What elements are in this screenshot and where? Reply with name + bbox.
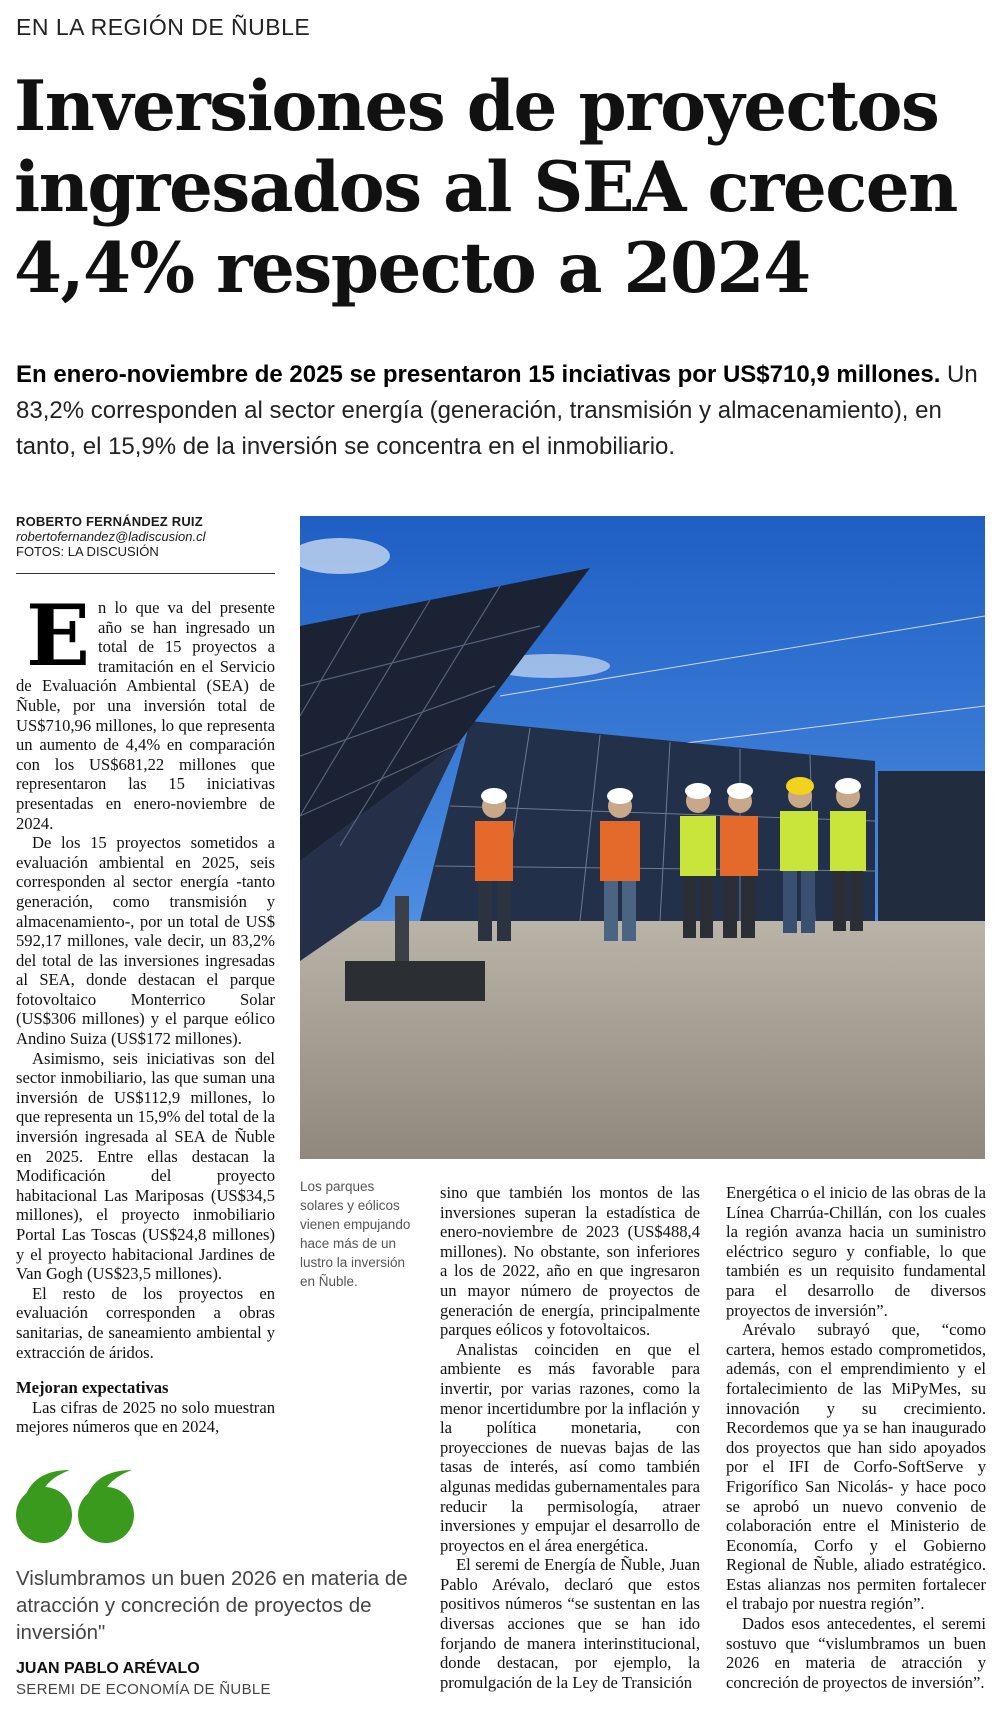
paragraph-7: Analistas coinciden en que el ambiente es más favorable para invertir, por varias razones, como la menor incertidumbre por la inflación y la política monetaria, con proyecciones de nuevas bajas de las tasas de interés, así como también algunas medidas gubernamentales para reducir la permisología, atraer inversiones y empujar el desarrollo de proyectos en el área energética. — [440, 1339, 700, 1555]
dek — [16, 357, 984, 465]
dek-regular: Un 83,2% corresponden al sector energía (generación, transmisión y almacenamiento), en tanto, el 15,9% de la inversión se concentra en el inmobiliario. — [16, 361, 978, 460]
paragraph-4: El resto de los proyectos en evaluación corresponden a obras sanitarias, de saneamiento ambiental y extracción de áridos. — [16, 1283, 275, 1362]
headline-line-2: ingresados al SEA crecen — [14, 147, 957, 228]
paragraph-6: sino que también los montos de las inversiones superan la estadística de enero-noviembre de 2023 (US$488,4 millones). No obstante, son inferiores a los de 2022, año en que ingresaron un mayor número de proyectos de generación de energía, principalmente parques eólicos y fotovoltaicos. — [440, 1183, 700, 1340]
body-column-1 — [16, 586, 275, 1437]
dek-bold: En enero-noviembre de 2025 se presentaron 15 inciativas por US$710,9 millones. — [16, 361, 941, 388]
pull-quote: Vislumbramos un buen 2026 en materia de atracción y concreción de proyectos de inversión" — [16, 1567, 408, 1644]
section-kicker: EN LA REGIÓN DE ÑUBLE — [16, 14, 311, 40]
quote-marks-icon — [14, 1466, 139, 1551]
pull-quote-name: JUAN PABLO ARÉVALO — [16, 1660, 200, 1677]
solar-workers-illustration — [300, 516, 985, 1159]
solar-farm-photo — [300, 516, 985, 1159]
byline-divider — [16, 573, 275, 574]
author-email[interactable]: robertofernandez@ladiscusion.cl — [16, 529, 206, 544]
paragraph-1: n lo que va del presente año se han ingresado un total de 15 proyectos a tramitación en el Servicio de Evaluación Ambiental (SEA) de Ñuble, por una inversión total de US$710,96 millones, lo que representa un aumento de 4,4% en comparación con los US$681,22 millones que representaron las 15 iniciativas presentadas en enero-noviembre de 2024. — [16, 598, 275, 833]
paragraph-8: El seremi de Energía de Ñuble, Juan Pablo Arévalo, declaró que estos positivos números “se sustentan en las diversas acciones que se han ido forjando de manera interinstitucional, donde destacan, por ejemplo, la promulgación de la Ley de Transición — [440, 1555, 700, 1692]
headline-line-1: Inversiones de proyectos — [14, 66, 939, 147]
byline — [16, 514, 276, 559]
paragraph-2: De los 15 proyectos sometidos a evaluación ambiental en 2025, seis corresponden al sector energía -tanto generación, como transmisión y almacenamiento-, por un total de US$ 592,17 millones, vale decir, un 83,2% del total de las inversiones ingresadas al SEA, donde destacan el parque fotovoltaico Monterrico Solar (US$306 millones) y el parque eólico Andino Suiza (US$172 millones). — [16, 833, 275, 1049]
paragraph-10: Arévalo subrayó que, “como cartera, hemos estado comprometidos, además, con el emprendimiento y el fortalecimiento de las MiPyMes, su innovación y su crecimiento. Recordemos que ya se han inaugurado dos proyectos que han sido apoyados por el IFI de Corfo-SoftServe y Frigorífico San Nicolás- y hace poco se aprobó un nuevo convenio de colaboración entre el Ministerio de Economía, Corfo y el Gobierno Regional de Ñuble, aliado estratégico. Estas alianzas nos permiten fortalecer el trabajo por nuestra región”. — [726, 1320, 986, 1614]
body-column-3 — [726, 1183, 986, 1692]
body-column-2 — [440, 1183, 700, 1692]
headline-line-3: 4,4% respecto a 2024 — [14, 228, 810, 309]
paragraph-5: Las cifras de 2025 no solo muestran mejores números que en 2024, — [16, 1397, 275, 1437]
paragraph-11: Dados esos antecedentes, el seremi sostuvo que “vislumbramos un buen 2026 en materia de atracción y concreción de proyectos de inversión”. — [726, 1614, 986, 1692]
subhead: Mejoran expectativas — [16, 1378, 169, 1398]
drop-cap: E — [26, 586, 91, 685]
photo-caption: Los parques solares y eólicos vienen empujando hace más de un lustro la inversión en Ñuble. — [300, 1179, 411, 1289]
author-name: ROBERTO FERNÁNDEZ RUIZ — [16, 514, 203, 529]
paragraph-9: Energética o el inicio de las obras de la Línea Charrúa-Chillán, con los cuales la región avanza hacia un suministro eléctrico seguro y confiable, lo que también es un requisito fundamental para el desarrollo de diversos proyectos de inversión”. — [726, 1183, 986, 1320]
paragraph-3: Asimismo, seis iniciativas son del sector inmobiliario, las que suman una inversión de US$112,9 millones, lo que representa un 15,9% del total de la inversión ingresada al SEA de Ñuble en 2025. Entre ellas destacan la Modificación del proyecto habitacional Las Mariposas (US$34,5 millones), el proyecto inmobiliario Portal Las Toscas (US$24,8 millones) y el proyecto habitacional Jardines de Van Gogh (US$23,5 millones). — [16, 1048, 275, 1284]
photo-credit: FOTOS: LA DISCUSIÓN — [16, 544, 159, 559]
headline — [14, 66, 989, 309]
pull-quote-role: SEREMI DE ECONOMÍA DE ÑUBLE — [16, 1681, 271, 1698]
